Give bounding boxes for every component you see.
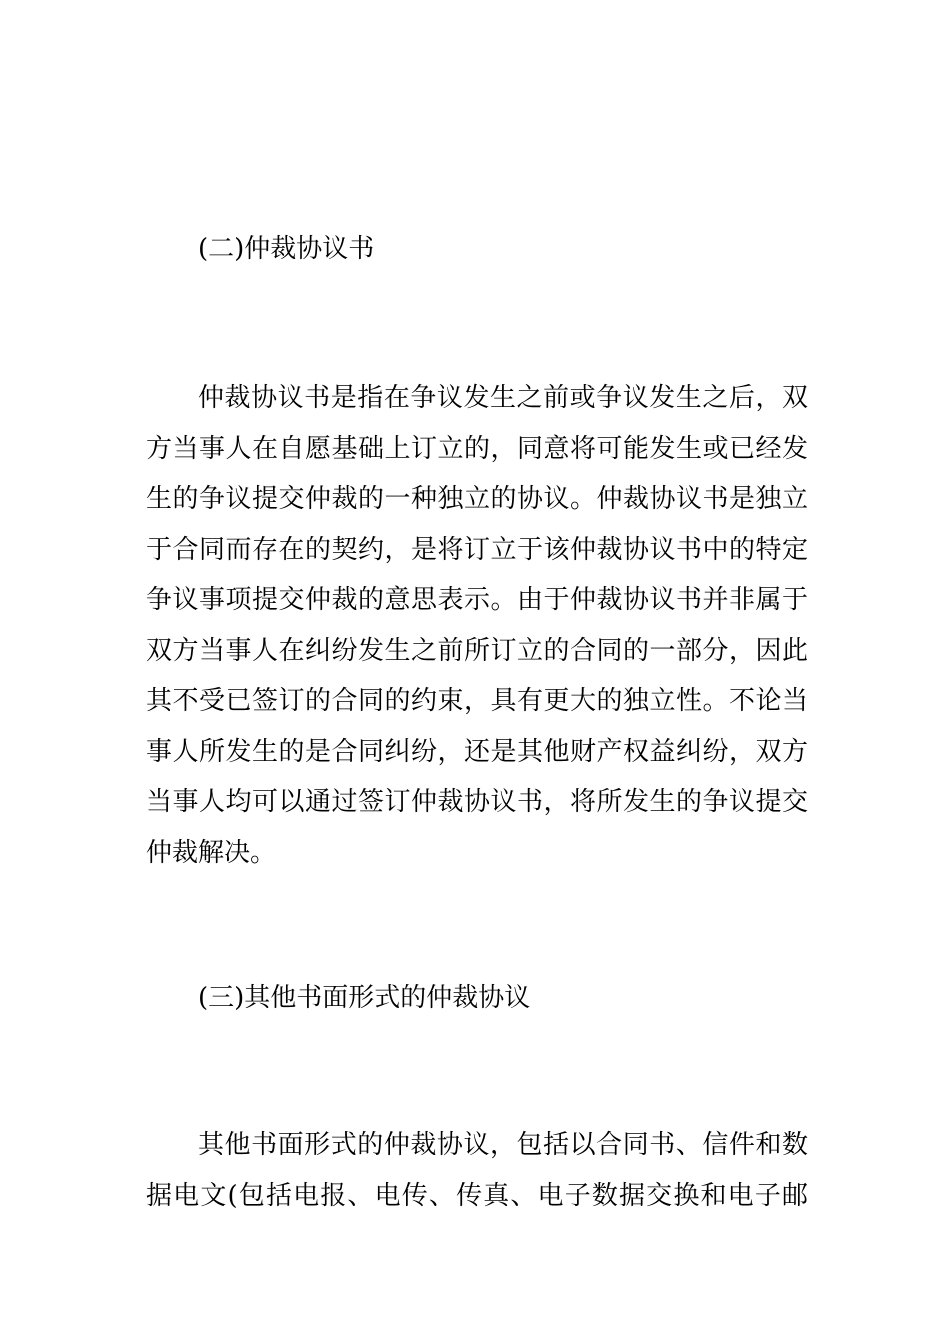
paragraph-line: 当事人均可以通过签订仲裁协议书，将所发生的争议提交 [146,787,808,817]
paragraph-line: 争议事项提交仲裁的意思表示。由于仲裁协议书并非属于 [146,585,808,615]
paragraph-line: 生的争议提交仲裁的一种独立的协议。仲裁协议书是独立 [146,484,808,514]
section-heading-2: (二)仲裁协议书 [198,234,375,264]
paragraph-other-written-forms [146,1120,808,1221]
paragraph-line: 双方当事人在纠纷发生之前所订立的合同的一部分，因此 [146,635,808,666]
section-heading-3: (三)其他书面形式的仲裁协议 [198,983,531,1013]
paragraph-line: 方当事人在自愿基础上订立的，同意将可能发生或已经发 [146,433,808,464]
paragraph-line: 其不受已签订的合同的约束，具有更大的独立性。不论当 [146,686,808,716]
paragraph-line: 事人所发生的是合同纠纷，还是其他财产权益纠纷，双方 [146,736,808,767]
paragraph-line: 于合同而存在的契约，是将订立于该仲裁协议书中的特定 [146,534,808,565]
paragraph-line: 据电文(包括电报、电传、传真、电子数据交换和电子邮 [146,1180,808,1211]
paragraph-line: 其他书面形式的仲裁协议，包括以合同书、信件和数 [198,1130,808,1160]
paragraph-arbitration-agreement [146,373,808,878]
paragraph-line: 仲裁解决。 [146,837,277,868]
paragraph-line: 仲裁协议书是指在争议发生之前或争议发生之后，双 [198,383,808,413]
